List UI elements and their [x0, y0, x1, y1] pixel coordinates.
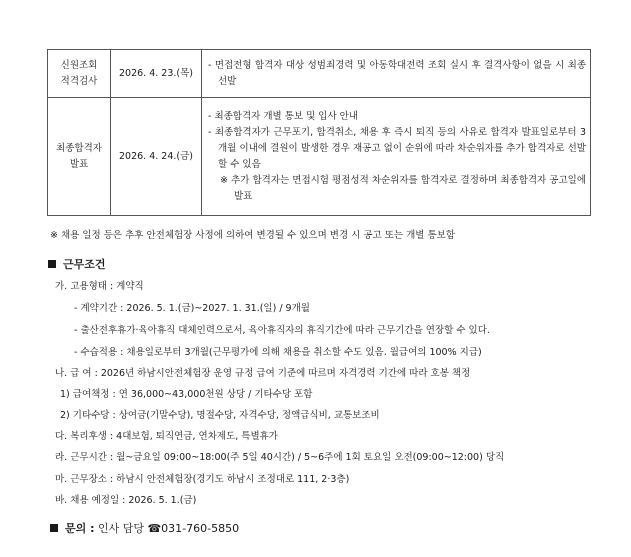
condition-line: 나. 급 여 : 2026년 하남시안전체험장 운영 규정 급여 기준에 따르며 자격경력 기간에 따라 호봉 책정: [55, 368, 471, 379]
section-title-working-conditions: 근무조건: [48, 256, 106, 272]
condition-line: 다. 복리후생 : 4대보험, 퇴직연금, 연차제도, 특별휴가: [55, 431, 278, 442]
description-line: - 면접전형 합격자 대상 성범죄경력 및 아동학대전력 조회 실시 후 결격사항이 없을 시 최종 선발: [208, 59, 586, 87]
condition-line: 바. 채용 예정일 : 2026. 5. 1.(금): [55, 495, 197, 506]
step-cell: 신원조회 적격검사: [48, 50, 111, 98]
condition-line: - 수습적용 : 채용일로부터 3개월(근무평가에 의해 채용을 취소할 수도 있음. 월급여의 100% 지급): [74, 347, 482, 358]
recruitment-schedule-table: [47, 49, 591, 216]
description-cell: [202, 98, 591, 216]
condition-line: - 계약기간 : 2026. 5. 1.(금)~2027. 1. 31.(일) / 9개월: [74, 303, 310, 314]
schedule-footnote: ※ 채용 일정 등은 추후 안전체험장 사정에 의하여 변경될 수 있으며 변경 시 공고 또는 개별 통보함: [50, 230, 456, 241]
description-note: ※ 추가 합격자는 면접시험 평점성적 차순위자를 합격자로 결정하며 최종합격자 공고일에 발표: [220, 174, 586, 202]
date-cell: 2026. 4. 24.(금): [111, 98, 202, 216]
description-line: - 최종합격자 개별 통보 및 입사 안내: [208, 110, 359, 122]
condition-line: 1) 급여책정 : 연 36,000~43,000천원 상당 / 기타수당 포함: [60, 389, 313, 400]
date-cell: 2026. 4. 23.(목): [111, 50, 202, 98]
condition-line: - 출산전후휴가·육아휴직 대체인력으로서, 육아휴직자의 휴직기간에 따라 근무기간을 연장할 수 있다.: [74, 325, 490, 336]
table-row: [48, 50, 591, 98]
square-bullet-icon: [48, 260, 56, 268]
condition-line: 마. 근무장소 : 하남시 안전체험장(경기도 하남시 조정대로 111, 2·3층): [55, 474, 350, 485]
step-cell: 최종합격자 발표: [48, 98, 111, 216]
condition-line: 라. 근무시간 : 월~금요일 09:00~18:00(주 5일 40시간) / 5~6주에 1회 토요일 오전(09:00~12:00) 당직: [55, 452, 505, 463]
description-line: - 최종합격자가 근무포기, 합격취소, 채용 후 즉시 퇴직 등의 사유로 합격자 발표일로부터 3개월 이내에 결원이 발생한 경우 재공고 없이 순위에 따라 차순위자를 추가 합격자로 선발할 수 있음: [208, 126, 586, 170]
description-cell: [202, 50, 591, 98]
table-row: [48, 98, 591, 216]
contact-line: 문의 : 인사 담당 ☎031-760-5850: [50, 520, 239, 536]
square-bullet-icon: [50, 524, 58, 532]
condition-line: 2) 기타수당 : 상여금(기말수당), 명절수당, 자격수당, 정액급식비, 교통보조비: [60, 410, 380, 421]
condition-line: 가. 고용형태 : 계약직: [55, 281, 144, 292]
